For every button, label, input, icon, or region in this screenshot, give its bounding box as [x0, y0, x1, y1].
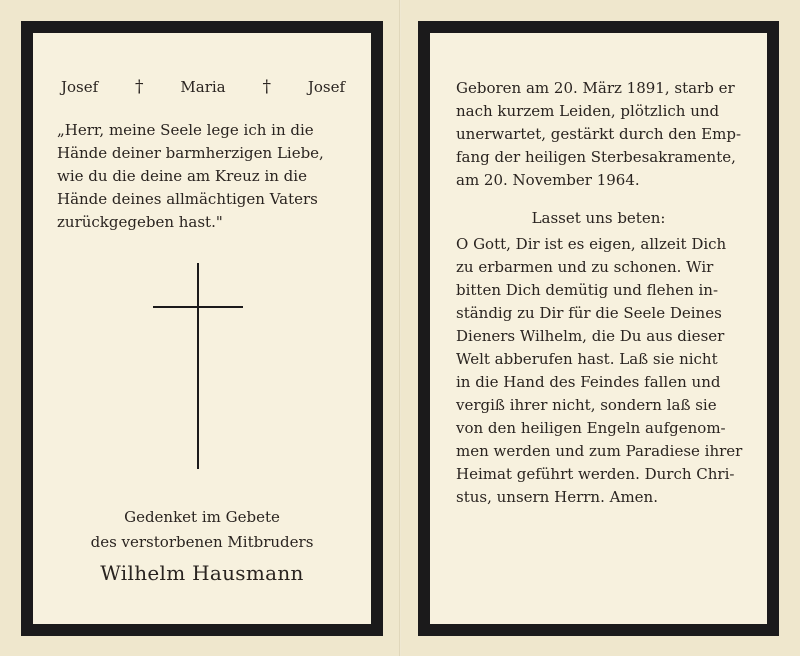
memorial-line-1: Gedenket im Gebete [124, 508, 280, 526]
bio-line: am 20. November 1964. [456, 171, 640, 189]
prayer-line: Hände deines allmächtigen Vaters [57, 190, 318, 208]
right-panel [418, 21, 779, 636]
prayer-line: stus, unsern Herrn. Amen. [456, 488, 658, 506]
card-fold [399, 0, 401, 656]
bio-line: fang der heiligen Sterbesakramente, [456, 148, 736, 166]
bio-line: Geboren am 20. März 1891, starb er [456, 79, 735, 97]
name-josef-1: Josef [61, 78, 99, 96]
prayer-line: von den heiligen Engeln aufgenom- [456, 419, 726, 437]
prayer-line: zurückgegeben hast." [57, 213, 223, 231]
holy-family-names [61, 77, 345, 97]
bio-line: nach kurzem Leiden, plötzlich und [456, 102, 720, 120]
small-cross-icon-2: † [262, 77, 271, 97]
name-josef-2: Josef [307, 78, 345, 96]
prayer-line: ständig zu Dir für die Seele Deines [456, 304, 722, 322]
prayer-line: bitten Dich demütig und flehen in- [456, 281, 719, 299]
prayer-line: Dieners Wilhelm, die Du aus dieser [456, 327, 725, 345]
prayer-line: Heimat geführt werden. Durch Chri- [456, 465, 735, 483]
closing-prayer [456, 233, 756, 509]
memorial-line-2: des verstorbenen Mitbruders [90, 533, 314, 551]
bio-line: unerwartet, gestärkt durch den Emp- [456, 125, 742, 143]
deceased-name: Wilhelm Hausmann [100, 561, 304, 585]
prayer-line: O Gott, Dir ist es eigen, allzeit Dich [456, 235, 727, 253]
prayer-line: vergiß ihrer nicht, sondern laß sie [456, 396, 717, 414]
prayer-line: Welt abberufen hast. Laß sie nicht [456, 350, 718, 368]
biography [456, 77, 756, 192]
small-cross-icon-1: † [135, 77, 144, 97]
large-cross-icon [153, 263, 243, 473]
prayer-line: Hände deiner barmherzigen Liebe, [57, 144, 324, 162]
prayer-heading: Lasset uns beten: [531, 209, 666, 227]
prayer-line: zu erbarmen und zu schonen. Wir [456, 258, 714, 276]
name-maria: Maria [180, 78, 226, 96]
left-panel [21, 21, 383, 636]
opening-prayer [57, 119, 353, 234]
prayer-line: „Herr, meine Seele lege ich in die [57, 121, 314, 139]
memorial-text [33, 505, 371, 586]
prayer-line: men werden und zum Paradiese ihrer [456, 442, 743, 460]
prayer-line: wie du die deine am Kreuz in die [57, 167, 307, 185]
prayer-line: in die Hand des Feindes fallen und [456, 373, 721, 391]
